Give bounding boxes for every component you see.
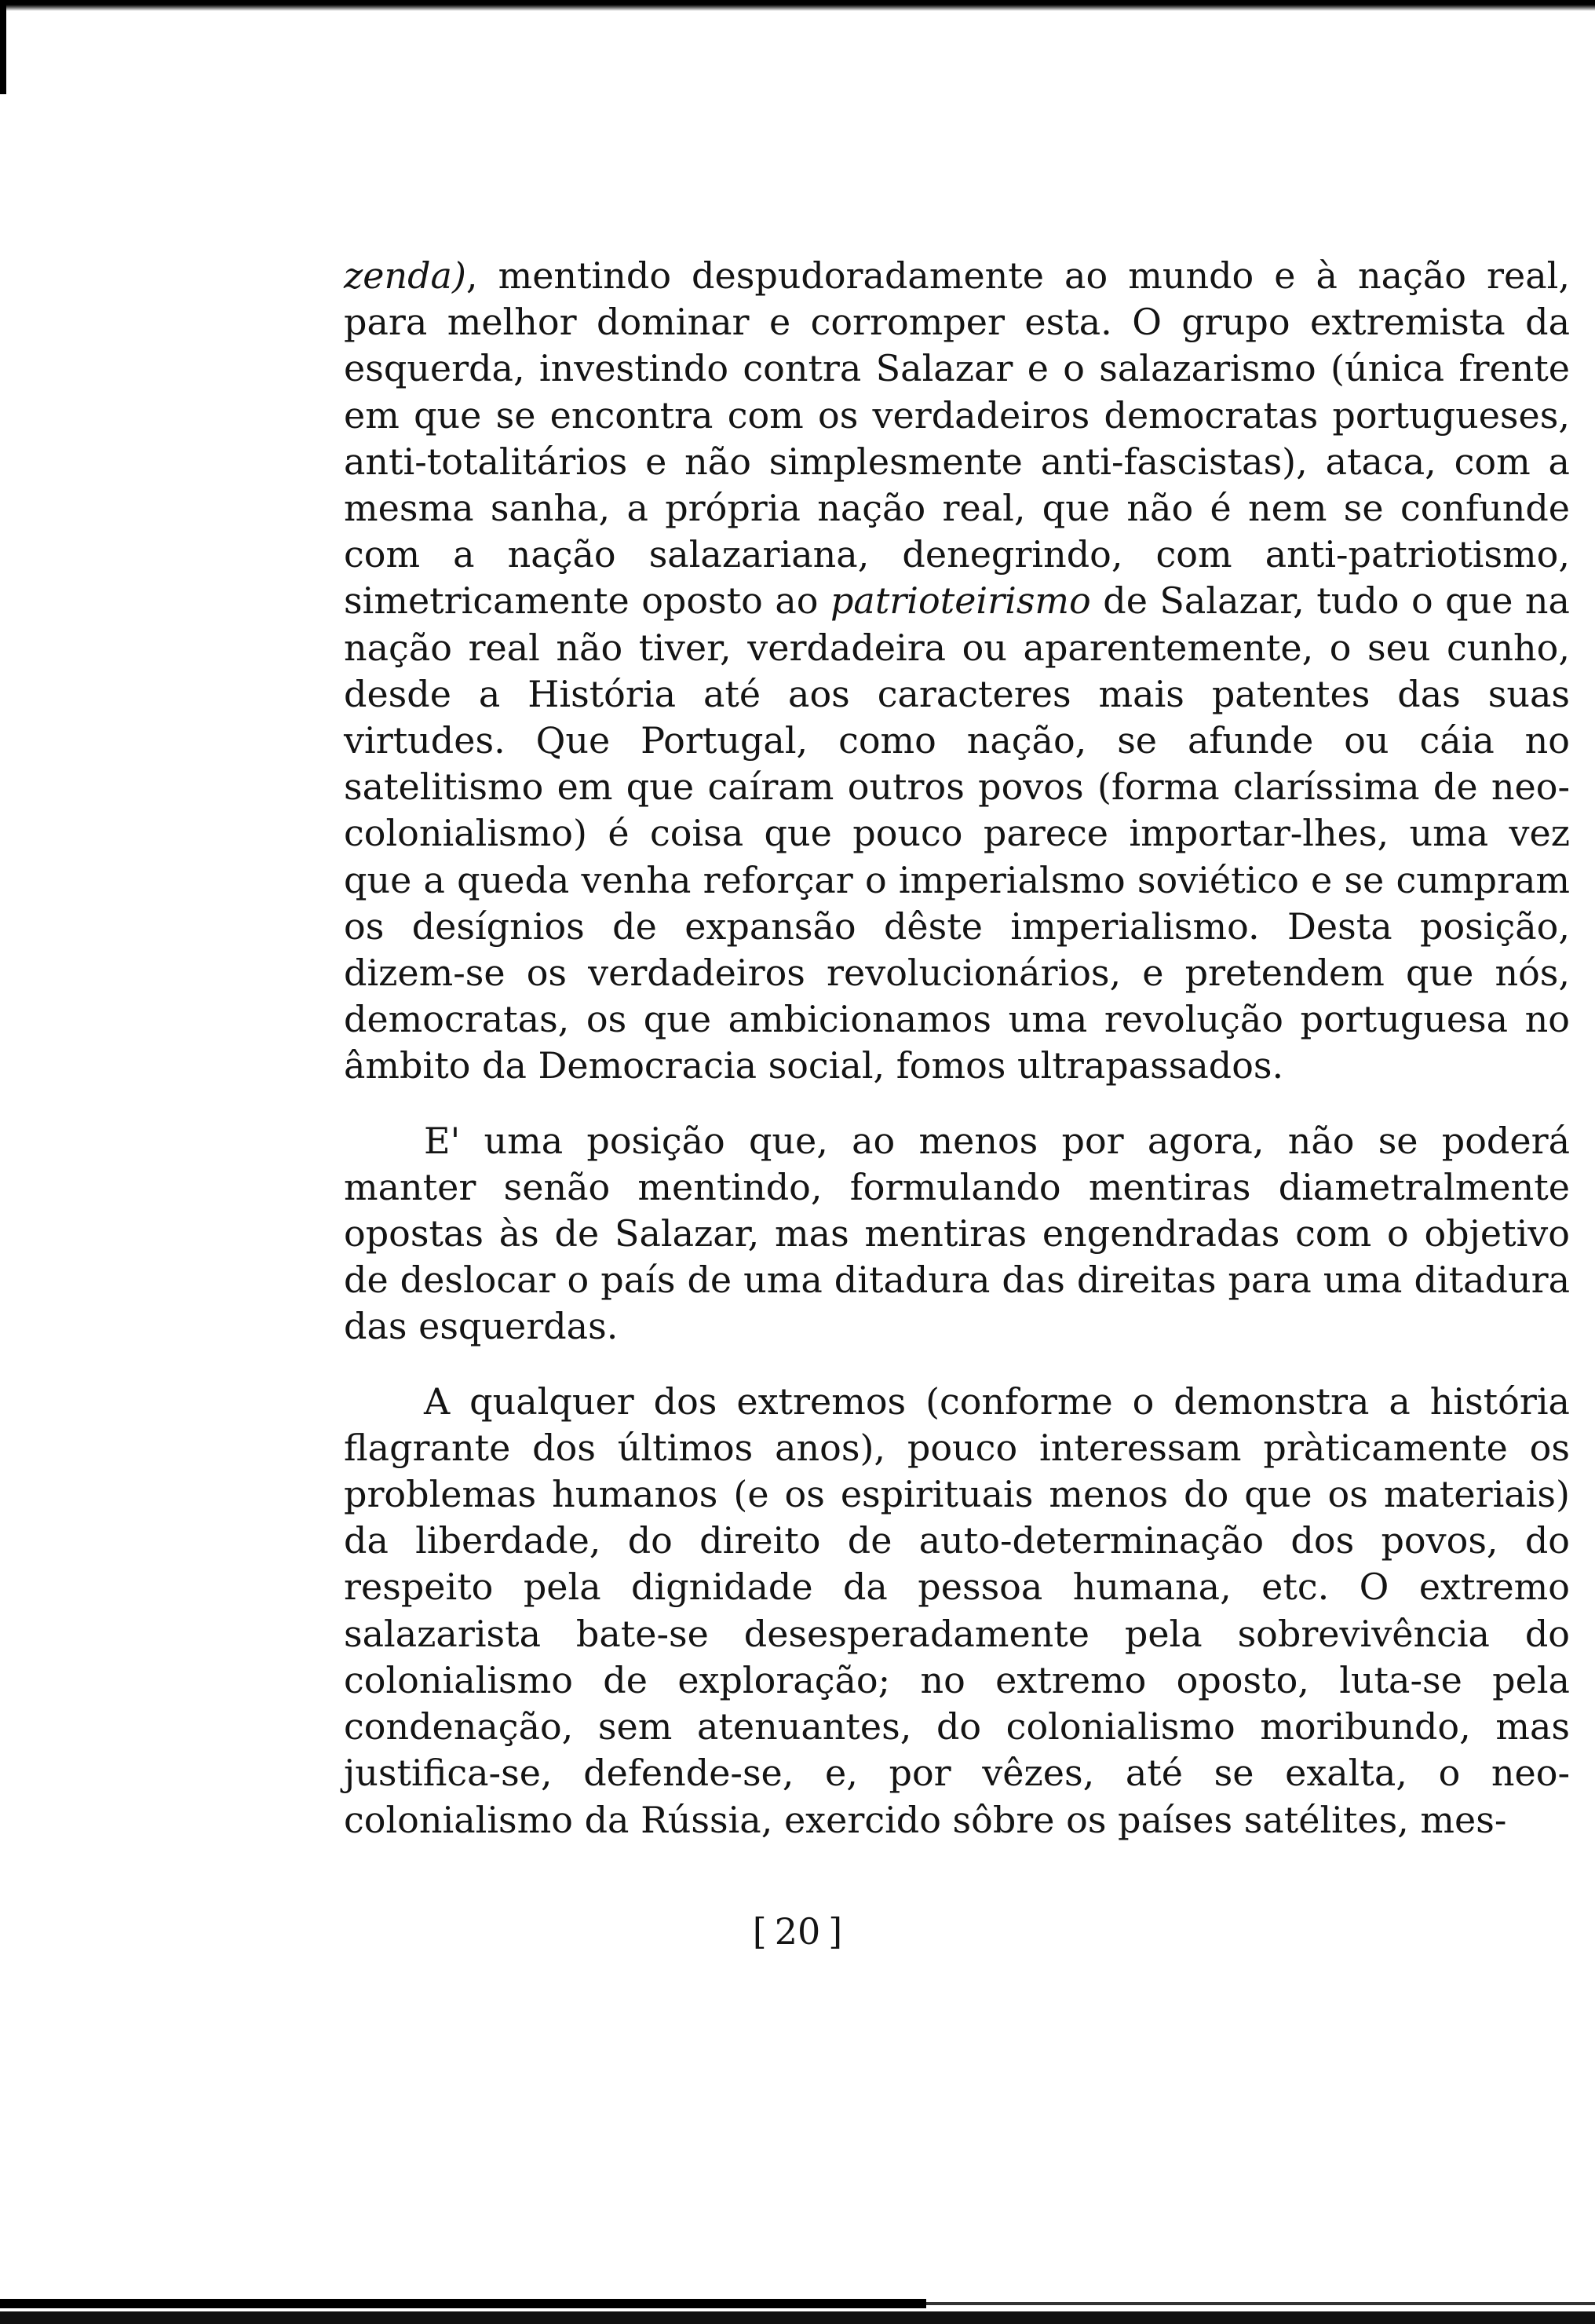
- page-number-close-bracket: ]: [828, 1910, 843, 1953]
- scan-edge-bottom-bar: [0, 2299, 926, 2308]
- paragraph-2: E' uma posição que, ao menos por agora, não se poderá manter senão mentindo, formulando mentiras diametralmente opostas às de Salazar, mas mentiras engendradas com o objetivo de deslocar o país de uma ditadura das direitas para uma ditadura das esquerdas.: [344, 1119, 1570, 1348]
- paragraph-1-text-b: de Salazar, tudo o que na nação real não tiver, verdadeira ou aparentemente, o seu cunho, desde a História até aos caracteres mais patentes das suas virtudes. Que Portugal, como nação, se afunde ou cáia no satelitismo em que caíram outros povos (forma claríssima de neo-colonialismo) é coisa que pouco parece importar-lhes, uma vez que a queda venha reforçar o imperialsmo soviético e se cumpram os desígnios de expansão dêste imperialismo. Desta posição, dizem-se os verdadeiros revolucionários, e pretendem que nós, democratas, os que ambicionamos uma revolução portuguesa no âmbito da Democracia social, fomos ultrapassados.: [344, 579, 1570, 1087]
- paragraph-1-italic-term: patrioteirismo: [830, 579, 1091, 623]
- paragraph-3: A qualquer dos extremos (conforme o demonstra a história flagrante dos últimos anos), pouco interessam pràticamente os problemas humanos (e os espirituais menos do que os materiais) da liberdade, do direito de auto-determinação dos povos, do respeito pela dignidade da pessoa humana, etc. O extremo salazarista bate-se desesperadamente pela sobrevivência do colonialismo de exploração; no extremo oposto, luta-se pela condenação, sem atenuantes, do colonialismo moribundo, mas justifica-se, defende-se, e, por vêzes, até se exalta, o neo-colonialismo da Rússia, exercido sôbre os países satélites, mes-: [344, 1379, 1570, 1841]
- page-number: [0, 1908, 1595, 1955]
- body-text: [344, 253, 1570, 1843]
- paragraph-1-text-a: , mentindo despudoradamente ao mundo e à nação real, para melhor dominar e corromper esta. O grupo extremista da esquerda, investindo contra Salazar e o salazarismo (única frente em que se encontra com os verdadeiros democratas portugueses, anti-totalitários e não simplesmente anti-fascistas), ataca, com a mesma sanha, a própria nação real, que não é nem se confunde com a nação salazariana, denegrindo, com anti-patriotismo, simetricamente oposto ao: [344, 254, 1570, 623]
- paragraph-1-lead-italic: zenda): [344, 254, 466, 297]
- scan-edge-top: [0, 0, 1595, 11]
- scan-edge-bottom: [0, 2277, 1595, 2324]
- paragraph-1: [344, 253, 1570, 1090]
- page-number-open-bracket: [: [752, 1910, 767, 1953]
- scan-edge-bottom-line: [926, 2302, 1595, 2305]
- scan-edge-bottom-band: [0, 2311, 1595, 2324]
- scan-edge-left: [0, 0, 6, 94]
- page-number-value: 20: [774, 1910, 821, 1953]
